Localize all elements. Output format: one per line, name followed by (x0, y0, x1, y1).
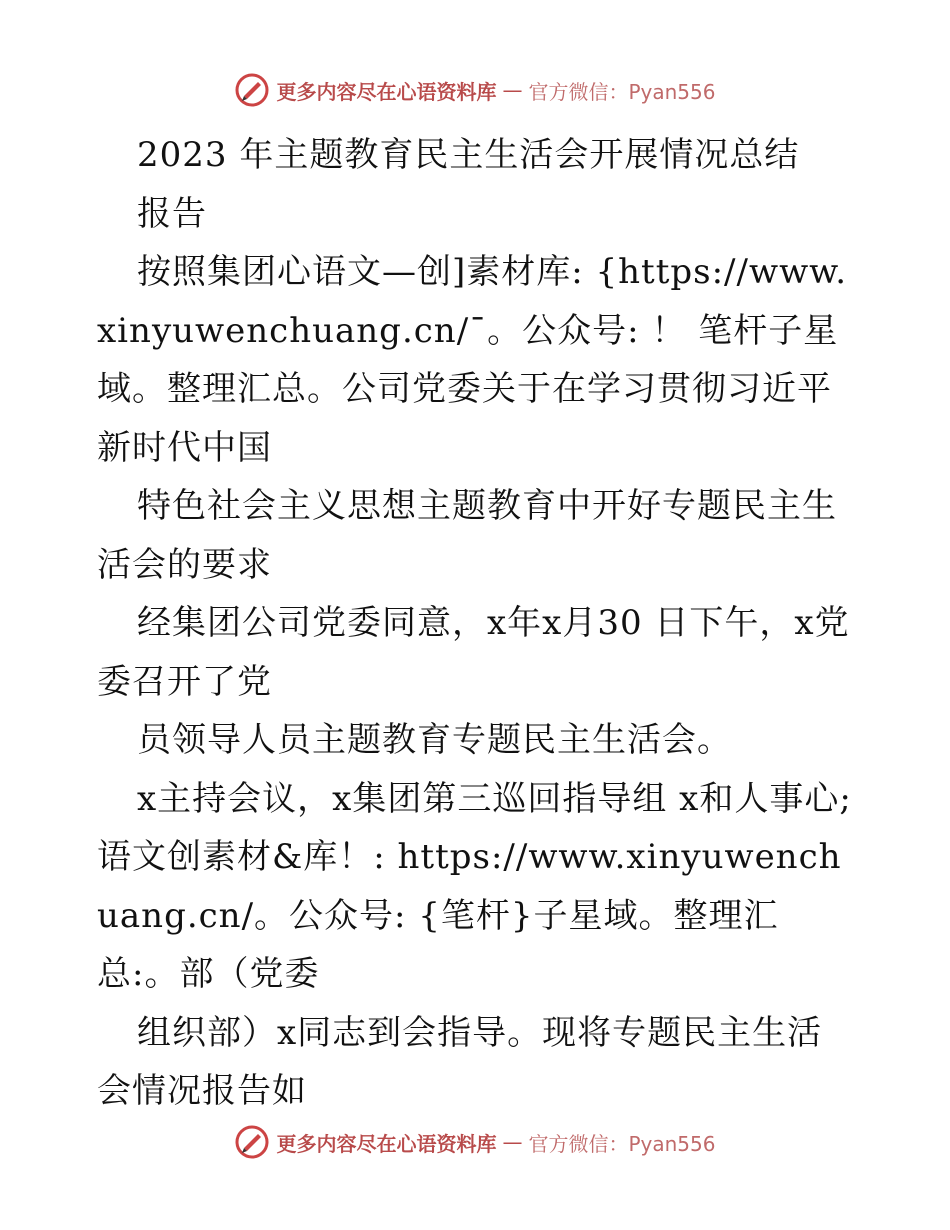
doc-paragraph: 员领导人员主题教育专题民主生活会。 (137, 720, 732, 760)
doc-title-line-2: 报告 (137, 193, 207, 234)
header-separator: — (502, 78, 523, 102)
doc-paragraph: 组织部）x同志到会指导。现将专题民主生活会情况报告如 (97, 1012, 823, 1111)
footer-separator: — (502, 1130, 523, 1154)
pen-logo-icon (234, 1124, 270, 1160)
doc-paragraph: 按照集团心语文—创]素材库: {https://www.xinyuwenchuang.cn/¯。公众号: ！ 笔杆子星域。整理汇总。公司党委关于在学习贯彻习近平新时代中国 (97, 252, 848, 468)
header-promo-text: 更多内容尽在心语资料库 (276, 79, 497, 104)
doc-paragraph: 经集团公司党委同意，x年x月30 日下午，x党委召开了党 (97, 603, 850, 702)
doc-paragraph: 特色社会主义思想主题教育中开好专题民主生活会的要求 (97, 486, 837, 585)
footer-promo-text: 更多内容尽在心语资料库 (276, 1131, 497, 1156)
doc-paragraph: x主持会议，x集团第三巡回指导组 x和人事心;语文创素材&库！: https://www.xinyuwenchuang.cn/。公众号: {笔杆}子星域。整理汇总:。部（党委 (97, 778, 852, 994)
watermark-header (0, 72, 950, 108)
pen-logo-icon (234, 72, 270, 108)
footer-wechat-text: 官方微信：Pyan556 (528, 1131, 716, 1156)
watermark-footer (0, 1124, 950, 1160)
document-body (97, 126, 857, 1121)
header-wechat-text: 官方微信：Pyan556 (528, 79, 716, 104)
doc-title-line-1: 2023 年主题教育民主生活会开展情况总结 (137, 135, 800, 175)
